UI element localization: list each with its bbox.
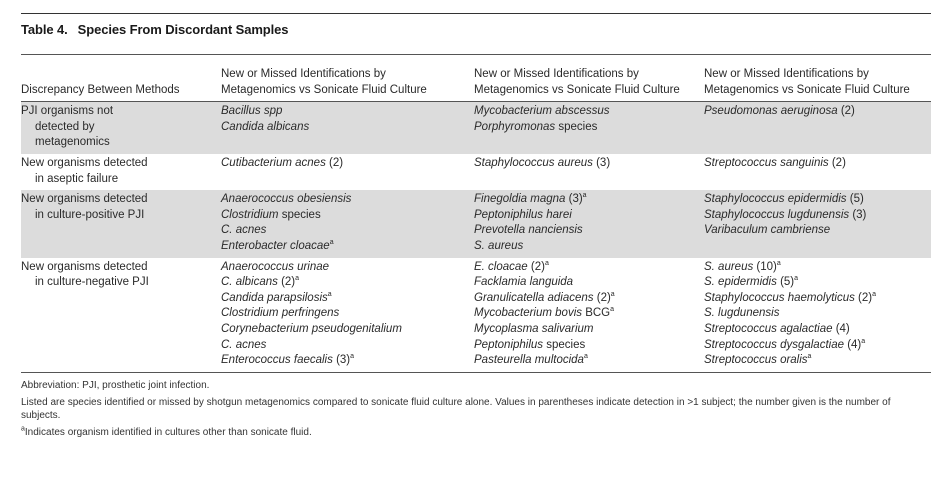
species-name: Streptococcus dysgalactiae bbox=[704, 338, 844, 351]
footnote-marker-sup: a bbox=[21, 425, 25, 433]
discrepancy-line: PJI organisms not bbox=[21, 105, 114, 118]
species-name: Peptoniphilus harei bbox=[474, 208, 572, 221]
table-container bbox=[21, 13, 931, 443]
header-col2: New or Missed Identifications by Metagenomics vs Sonicate Fluid Culture bbox=[474, 68, 680, 96]
species-entry bbox=[221, 239, 474, 255]
species-suffix: (2) bbox=[854, 291, 873, 304]
table-title-text: Species From Discordant Samples bbox=[77, 22, 289, 37]
species-suffix: (2) bbox=[325, 156, 344, 169]
species-entry bbox=[474, 208, 704, 224]
species-entry bbox=[704, 275, 931, 291]
species-name: Anaerococcus obesiensis bbox=[221, 193, 352, 206]
species-name: S. epidermidis bbox=[704, 276, 777, 289]
footnote-marker-sup: a bbox=[329, 239, 334, 247]
footnote-marker-sup: a bbox=[295, 275, 300, 283]
species-name: C. acnes bbox=[221, 338, 267, 351]
table-title bbox=[21, 22, 931, 44]
species-name: C. acnes bbox=[221, 224, 267, 237]
table-body bbox=[21, 102, 931, 372]
species-entry bbox=[704, 192, 931, 208]
species-entry bbox=[221, 306, 474, 322]
species-cell bbox=[474, 258, 704, 372]
species-entry bbox=[704, 223, 931, 239]
species-entry bbox=[221, 291, 474, 307]
footnote-marker bbox=[21, 426, 931, 439]
species-entry bbox=[221, 156, 474, 172]
species-entry bbox=[474, 156, 704, 172]
discrepancy-line: metagenomics bbox=[35, 136, 110, 149]
header-col1: New or Missed Identifications by Metagenomics vs Sonicate Fluid Culture bbox=[221, 68, 427, 96]
species-name: Pasteurella multocida bbox=[474, 354, 584, 367]
species-suffix: (3) bbox=[849, 208, 867, 221]
species-suffix: (4) bbox=[832, 322, 850, 335]
species-entry bbox=[704, 104, 931, 120]
species-cell bbox=[704, 102, 931, 154]
species-name: Enterobacter cloacae bbox=[221, 239, 330, 252]
species-table bbox=[21, 55, 931, 372]
species-cell bbox=[221, 102, 474, 154]
species-cell bbox=[474, 190, 704, 257]
species-name: Enterococcus faecalis bbox=[221, 354, 333, 367]
species-name: Finegoldia magna bbox=[474, 193, 566, 206]
species-suffix: species bbox=[543, 338, 586, 351]
species-cell bbox=[221, 154, 474, 190]
species-cell bbox=[221, 190, 474, 257]
species-entry bbox=[704, 353, 931, 369]
species-name: S. lugdunensis bbox=[704, 307, 780, 320]
species-name: Porphyromonas bbox=[474, 120, 556, 133]
footnote-marker-sup: a bbox=[794, 275, 799, 283]
species-cell bbox=[474, 102, 704, 154]
species-entry bbox=[474, 306, 704, 322]
species-name: Clostridium bbox=[221, 208, 279, 221]
species-suffix: species bbox=[278, 208, 321, 221]
species-entry bbox=[474, 260, 704, 276]
species-name: Pseudomonas aeruginosa bbox=[704, 105, 838, 118]
species-entry bbox=[704, 260, 931, 276]
species-entry bbox=[221, 353, 474, 369]
species-cell bbox=[704, 154, 931, 190]
species-name: S. aureus bbox=[474, 239, 524, 252]
species-suffix: (2) bbox=[527, 260, 545, 273]
species-entry bbox=[704, 306, 931, 322]
species-entry bbox=[221, 120, 474, 136]
discrepancy-cell bbox=[21, 190, 221, 257]
species-suffix: (3) bbox=[565, 193, 583, 206]
species-entry bbox=[221, 104, 474, 120]
discrepancy-line: New organisms detected bbox=[21, 156, 148, 169]
discrepancy-cell bbox=[21, 154, 221, 190]
header-discrepancy: Discrepancy Between Methods bbox=[21, 83, 180, 96]
species-entry bbox=[474, 223, 704, 239]
species-name: Clostridium perfringens bbox=[221, 307, 340, 320]
species-entry bbox=[474, 353, 704, 369]
species-name: Staphylococcus aureus bbox=[474, 156, 593, 169]
species-entry bbox=[221, 275, 474, 291]
header-col3: New or Missed Identifications by Metagenomics vs Sonicate Fluid Culture bbox=[704, 68, 910, 96]
species-suffix: species bbox=[555, 120, 598, 133]
species-name: Candida parapsilosis bbox=[221, 291, 328, 304]
species-name: Bacillus spp bbox=[221, 105, 283, 118]
species-name: Granulicatella adiacens bbox=[474, 291, 594, 304]
species-name: Staphylococcus haemolyticus bbox=[704, 291, 855, 304]
species-entry bbox=[474, 322, 704, 338]
species-entry bbox=[704, 291, 931, 307]
footnote-abbreviation: Abbreviation: PJI, prosthetic joint infection. bbox=[21, 379, 210, 391]
table-row bbox=[21, 190, 931, 257]
species-name: Streptococcus sanguinis bbox=[704, 156, 829, 169]
discrepancy-line: in culture-negative PJI bbox=[35, 276, 149, 289]
footnote-listed: Listed are species identified or missed by shotgun metagenomics compared to sonicate fluid culture alone. Values in parentheses indicate detection in >1 subject; the number given is the number of subjects. bbox=[21, 396, 891, 421]
species-entry bbox=[221, 260, 474, 276]
species-entry bbox=[704, 156, 931, 172]
footnotes bbox=[21, 379, 931, 439]
footnote-marker-sup: a bbox=[807, 353, 812, 361]
species-cell bbox=[704, 190, 931, 257]
table-row bbox=[21, 102, 931, 154]
species-entry bbox=[221, 208, 474, 224]
species-entry bbox=[474, 120, 704, 136]
species-name: Corynebacterium pseudogenitalium bbox=[221, 322, 402, 335]
species-name: Mycoplasma salivarium bbox=[474, 322, 594, 335]
footnote-marker-sup: a bbox=[583, 353, 588, 361]
species-entry bbox=[704, 322, 931, 338]
species-name: Mycobacterium bovis bbox=[474, 307, 583, 320]
species-entry bbox=[221, 223, 474, 239]
footnote-marker-sup: a bbox=[350, 353, 355, 361]
footnote-marker-sup: a bbox=[610, 306, 615, 314]
species-suffix: (10) bbox=[753, 260, 777, 273]
species-suffix: (2) bbox=[837, 105, 855, 118]
discrepancy-cell bbox=[21, 102, 221, 154]
footnote-marker-sup: a bbox=[776, 259, 781, 267]
discrepancy-line: in culture-positive PJI bbox=[35, 208, 145, 221]
bottom-rule bbox=[21, 372, 931, 373]
species-suffix: (2) bbox=[828, 156, 846, 169]
species-name: Streptococcus oralis bbox=[704, 354, 808, 367]
species-cell bbox=[474, 154, 704, 190]
species-suffix: (4) bbox=[844, 338, 862, 351]
species-name: Mycobacterium abscessus bbox=[474, 105, 610, 118]
discrepancy-cell bbox=[21, 258, 221, 372]
footnote-marker-sup: a bbox=[872, 290, 877, 298]
species-name: Cutibacterium acnes bbox=[221, 156, 326, 169]
species-entry bbox=[221, 192, 474, 208]
species-name: Streptococcus agalactiae bbox=[704, 322, 833, 335]
species-entry bbox=[704, 208, 931, 224]
footnote-marker-text: Indicates organism identified in cultures other than sonicate fluid. bbox=[24, 426, 312, 438]
species-entry bbox=[474, 338, 704, 354]
footnote-marker-sup: a bbox=[582, 192, 587, 200]
species-name: S. aureus bbox=[704, 260, 754, 273]
species-suffix: (5) bbox=[846, 193, 864, 206]
species-name: Staphylococcus epidermidis bbox=[704, 193, 847, 206]
table-row bbox=[21, 258, 931, 372]
species-suffix: (5) bbox=[776, 276, 795, 289]
species-entry bbox=[474, 275, 704, 291]
species-name: Anaerococcus urinae bbox=[221, 260, 330, 273]
discrepancy-line: detected by bbox=[35, 120, 95, 133]
table-number: Table 4. bbox=[21, 22, 68, 37]
species-suffix: (3) bbox=[592, 156, 611, 169]
species-entry bbox=[474, 239, 704, 255]
species-entry bbox=[221, 322, 474, 338]
footnote-marker-sup: a bbox=[544, 259, 549, 267]
table-row bbox=[21, 154, 931, 190]
species-name: Candida albicans bbox=[221, 120, 310, 133]
species-entry bbox=[221, 338, 474, 354]
species-entry bbox=[474, 291, 704, 307]
header-row bbox=[21, 55, 931, 102]
discrepancy-line: New organisms detected bbox=[21, 193, 148, 206]
species-name: Prevotella nanciensis bbox=[474, 224, 583, 237]
footnote-marker-sup: a bbox=[610, 290, 615, 298]
species-name: C. albicans bbox=[221, 276, 278, 289]
top-rule bbox=[21, 13, 931, 14]
species-suffix: (3) bbox=[332, 354, 351, 367]
discrepancy-line: New organisms detected bbox=[21, 260, 148, 273]
species-name: Staphylococcus lugdunensis bbox=[704, 208, 850, 221]
species-entry bbox=[474, 104, 704, 120]
species-cell bbox=[221, 258, 474, 372]
discrepancy-line: in aseptic failure bbox=[35, 172, 119, 185]
species-name: Varibaculum cambriense bbox=[704, 224, 831, 237]
species-name: E. cloacae bbox=[474, 260, 528, 273]
species-suffix: (2) bbox=[277, 276, 296, 289]
species-entry bbox=[474, 192, 704, 208]
species-name: Facklamia languida bbox=[474, 276, 574, 289]
species-cell bbox=[704, 258, 931, 372]
species-suffix: (2) bbox=[593, 291, 611, 304]
species-suffix: BCG bbox=[582, 307, 611, 320]
species-entry bbox=[704, 338, 931, 354]
footnote-marker-sup: a bbox=[327, 290, 332, 298]
species-name: Peptoniphilus bbox=[474, 338, 544, 351]
footnote-marker-sup: a bbox=[861, 337, 866, 345]
